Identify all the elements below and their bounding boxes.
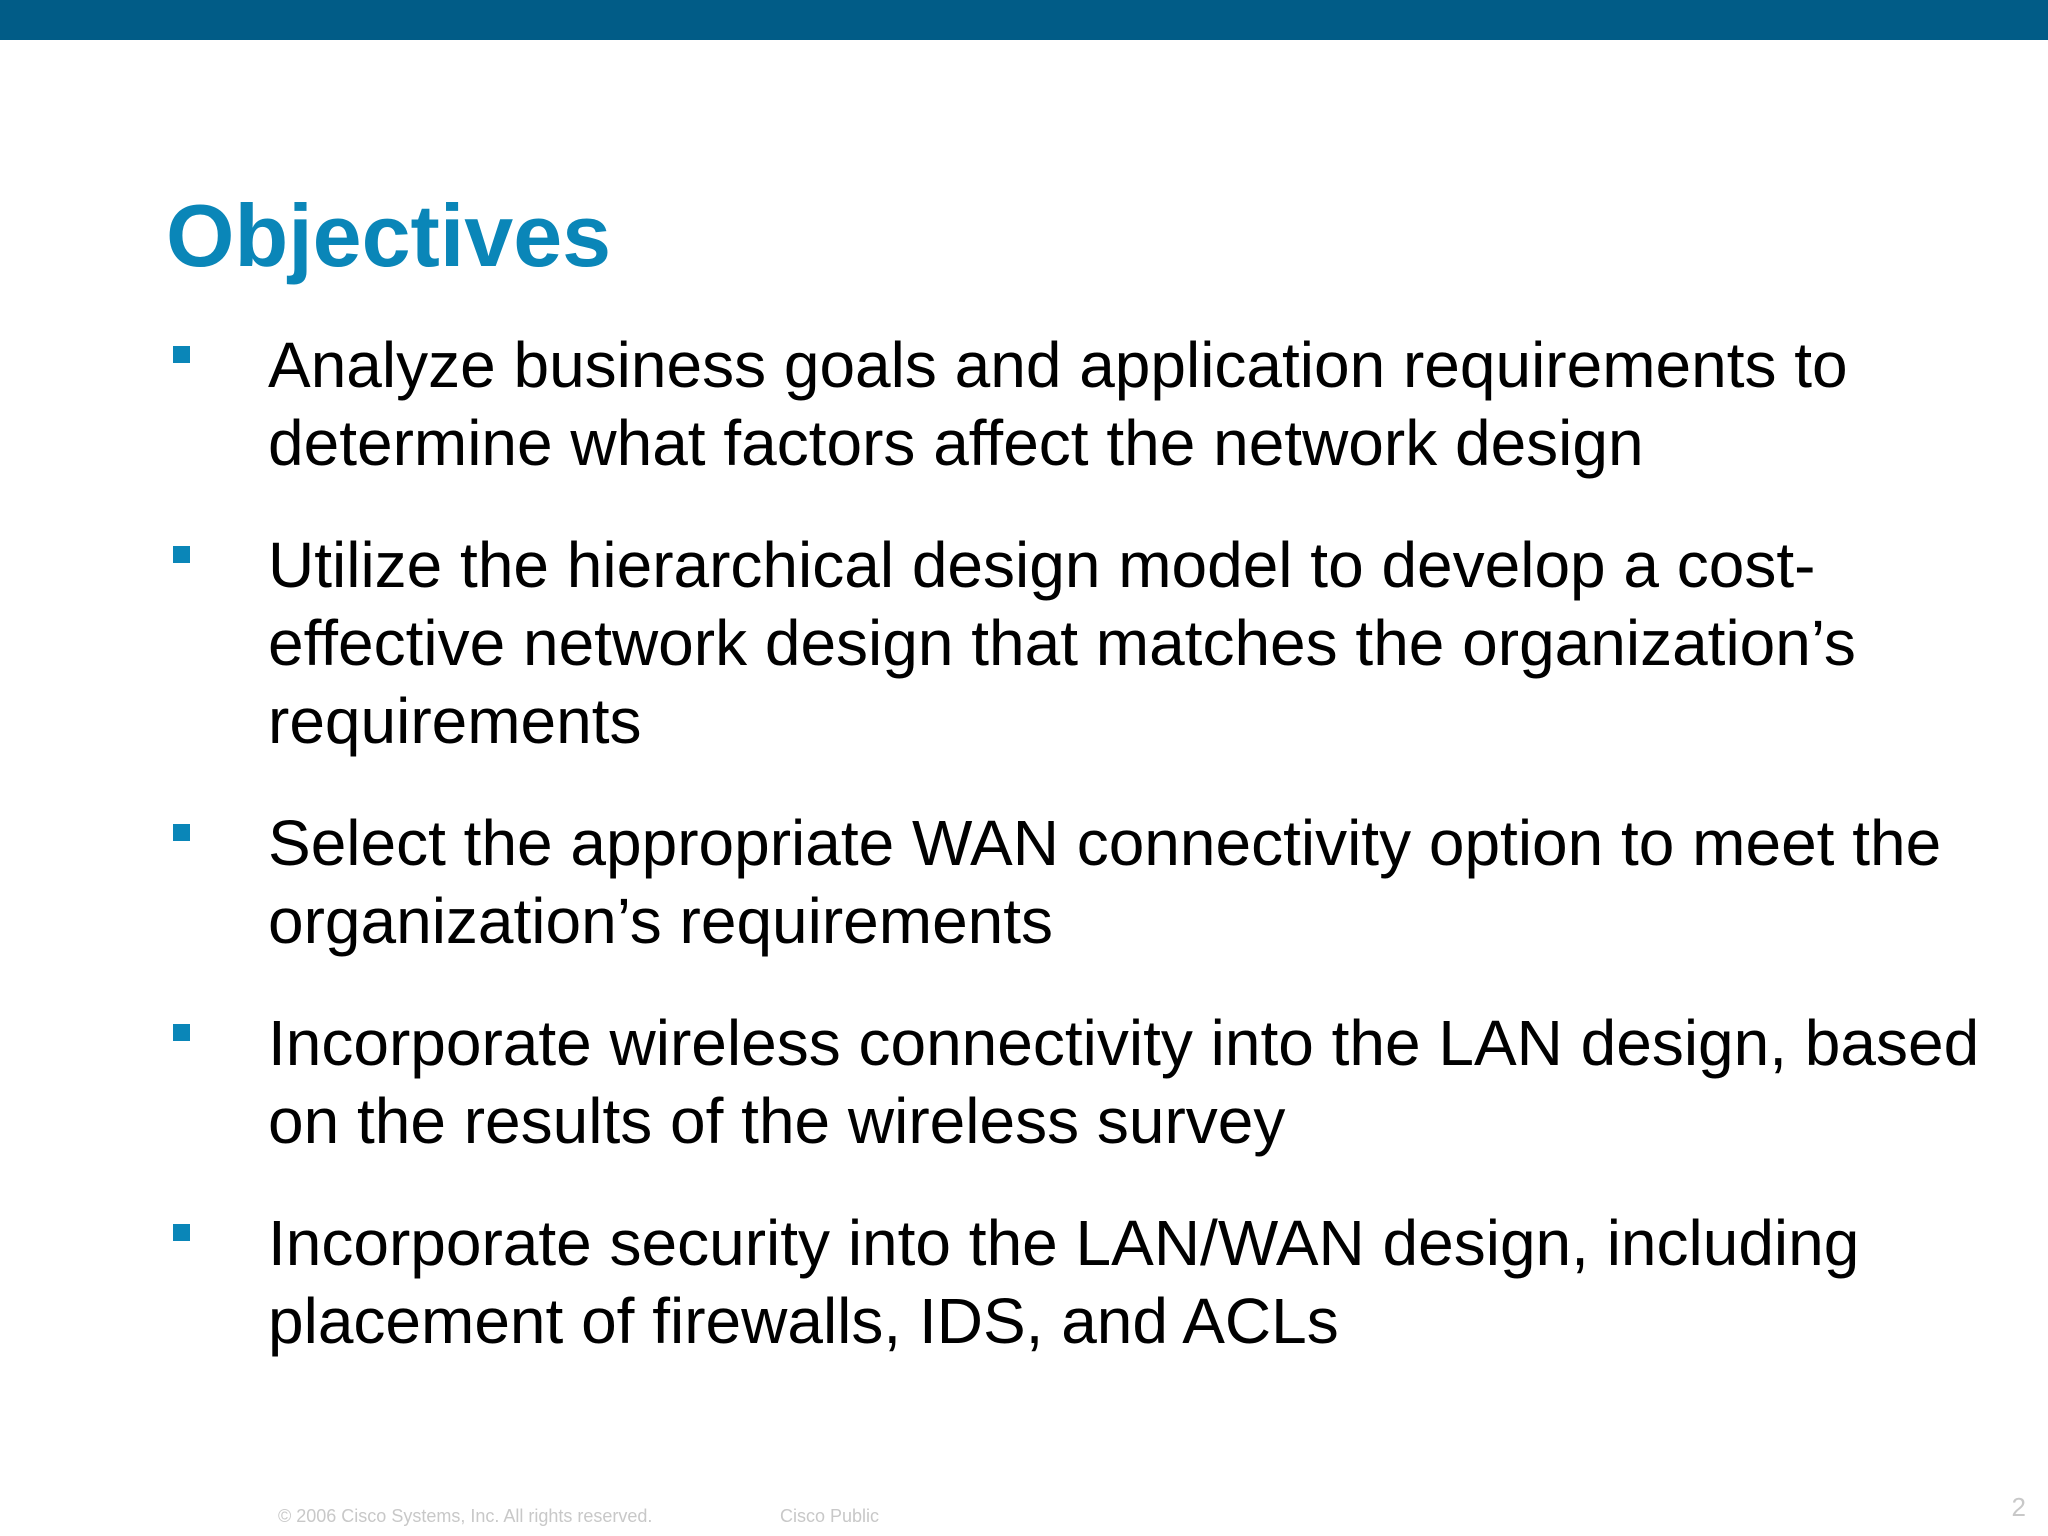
objective-text: Utilize the hierarchical design model to develop a cost-effective network design that matches the organization’s requirements — [268, 529, 1856, 757]
page-number: 2 — [2011, 1492, 2026, 1522]
objective-text: Incorporate security into the LAN/WAN design, including placement of firewalls, IDS, and ACLs — [268, 1207, 1860, 1357]
square-bullet-icon — [173, 1224, 190, 1241]
square-bullet-icon — [173, 824, 190, 841]
footer-classification: Cisco Public — [780, 1506, 880, 1526]
slide-title: Objectives — [166, 186, 612, 285]
footer-copyright: © 2006 Cisco Systems, Inc. All rights reserved. — [278, 1506, 653, 1526]
top-bar — [0, 0, 2048, 40]
objective-item — [0, 1204, 2048, 1360]
objective-text: Select the appropriate WAN connectivity option to meet the organization’s requirements — [268, 807, 1942, 957]
objective-item — [0, 1004, 2048, 1160]
square-bullet-icon — [173, 346, 190, 363]
square-bullet-icon — [173, 546, 190, 563]
objective-text: Incorporate wireless connectivity into the LAN design, based on the results of the wireless survey — [268, 1007, 1980, 1157]
objective-item — [0, 804, 2048, 960]
objective-text: Analyze business goals and application requirements to determine what factors affect the network design — [268, 329, 1848, 479]
objectives-list — [0, 326, 2048, 1404]
objective-item — [0, 326, 2048, 482]
square-bullet-icon — [173, 1024, 190, 1041]
objective-item — [0, 526, 2048, 760]
